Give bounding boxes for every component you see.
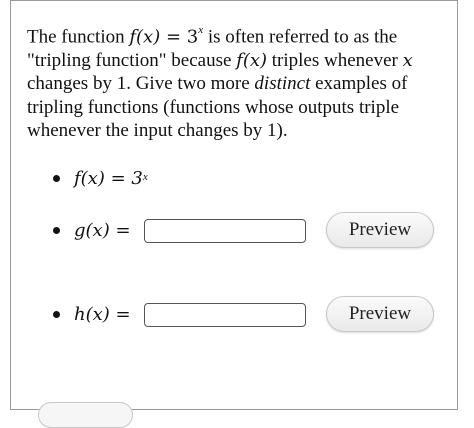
h-answer-input[interactable]: [144, 303, 306, 327]
g-preview-button[interactable]: Preview: [326, 212, 434, 248]
item-f-exponent: x: [142, 170, 148, 183]
math-f-of-x: f(x): [129, 26, 161, 48]
item-h-label: h(x) =: [74, 304, 131, 325]
math-var-x: x: [402, 49, 413, 71]
emphasis-distinct: distinct: [254, 73, 311, 95]
h-preview-button[interactable]: Preview: [326, 296, 434, 332]
example-item-g: [53, 220, 131, 241]
item-g-label: g(x) =: [74, 220, 131, 241]
math-f-of-x-2: f(x): [236, 49, 268, 71]
bullet-icon: [53, 311, 60, 318]
bullet-icon: [53, 175, 60, 182]
example-item-f: [53, 168, 148, 189]
question-text: The function $f(x) = 3^x$ is often referred to as the "tripling function" because f(x) triples whenever x changes by 1. Give two more distinct examples of tripling functions (functions whose outputs triple whenever the input changes by 1).: [27, 24, 413, 142]
example-item-h: [53, 304, 131, 325]
bullet-icon: [53, 227, 60, 234]
item-f-label: f(x) = 3: [74, 168, 143, 189]
submit-button-partial[interactable]: [38, 402, 133, 428]
g-answer-input[interactable]: [144, 219, 306, 243]
